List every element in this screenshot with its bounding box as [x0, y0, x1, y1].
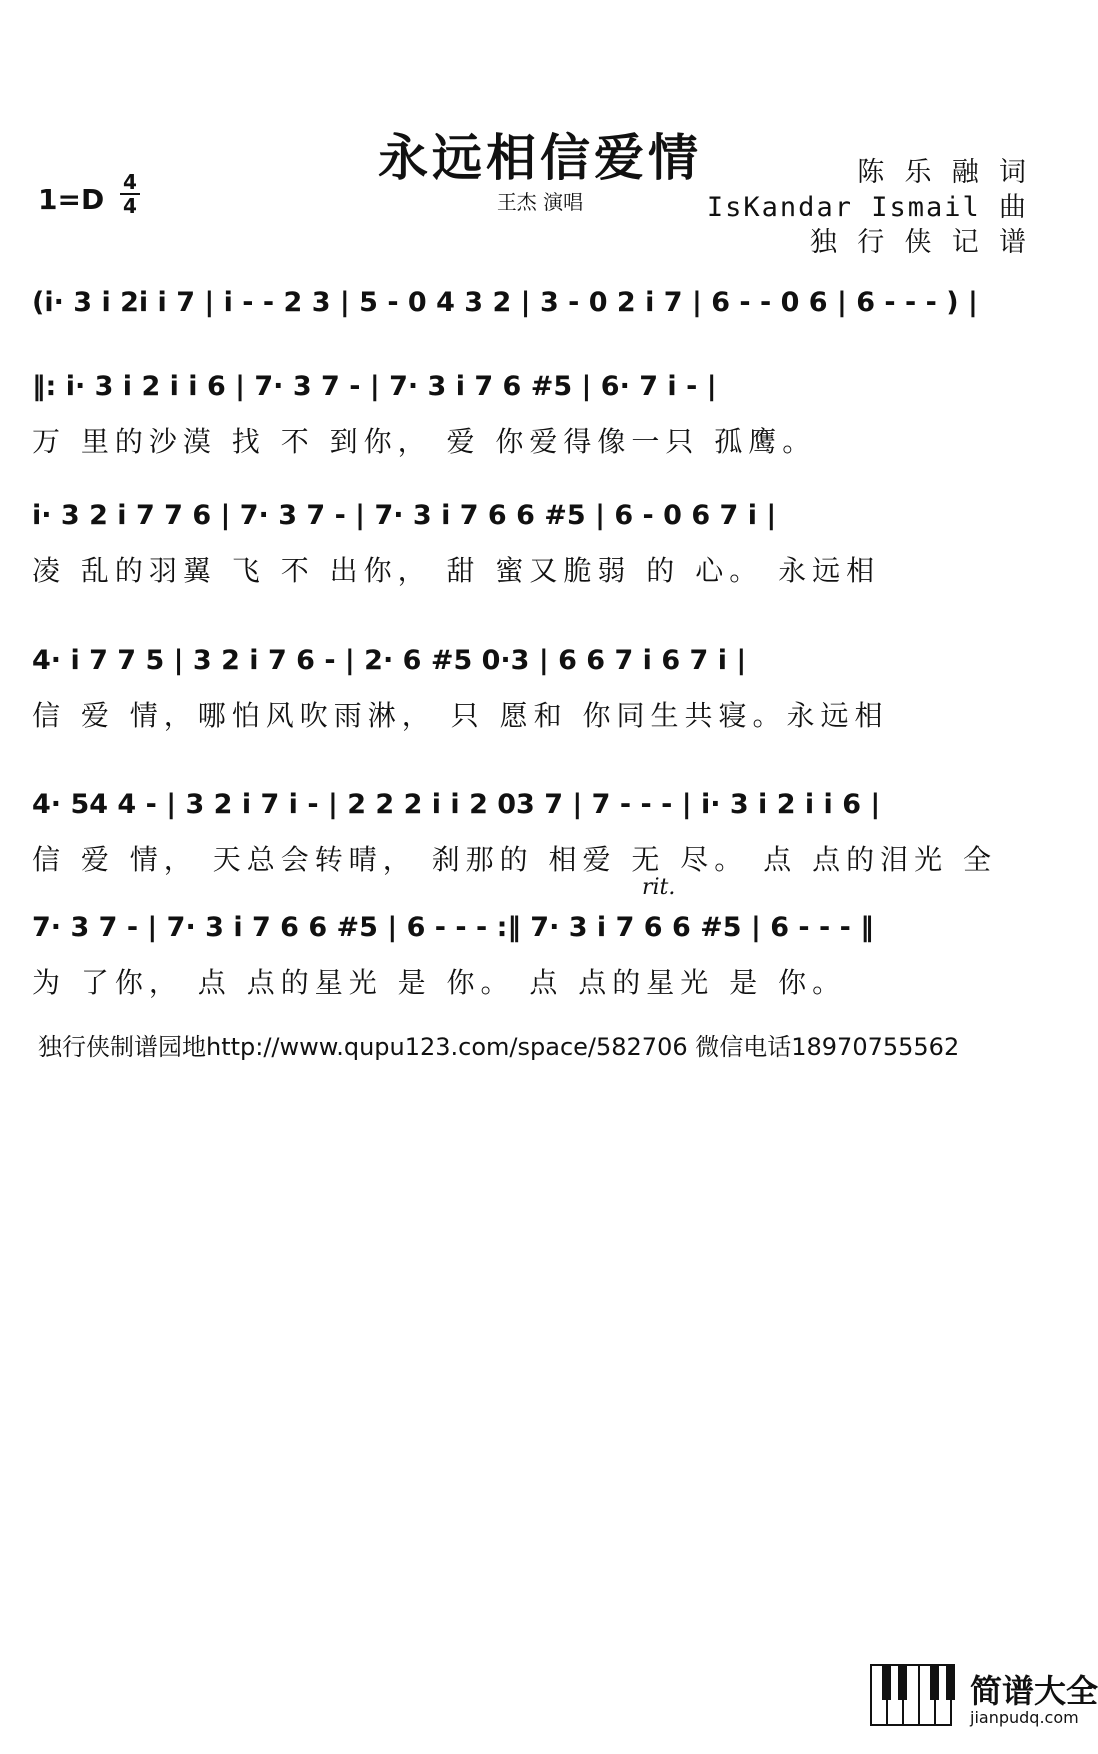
lyrics-row: 为 了你， 点 点的星光 是 你。 点 点的星光 是 你。: [32, 966, 847, 999]
rit-marking: rit.: [642, 875, 676, 900]
composer-credit: IsKandar Ismail 曲: [706, 192, 1028, 223]
site-logo: [870, 1664, 1098, 1736]
notes-row: i· 3 2 i 7 7 6 | 7· 3 7 - | 7· 3 i 7 6 6 #5 | 6 - 0 6 7 i |: [32, 499, 777, 531]
notes-row: (i· 3 i 2i i 7 | i - - 2 3 | 5 - 0 4 3 2 | 3 - 0 2 i 7 | 6 - - 0 6 | 6 - - - ) |: [32, 286, 978, 318]
lyrics-row: 信 爱 情，哪怕风吹雨淋， 只 愿和 你同生共寝。永远相: [32, 699, 889, 732]
key-signature: 1=D: [38, 183, 105, 216]
lyricist-credit: 陈 乐 融 词: [857, 157, 1028, 188]
transcriber-credit: 独 行 侠 记 谱: [809, 227, 1028, 258]
score-line-1: [32, 366, 1042, 466]
singer-credit: 王杰 演唱: [496, 190, 584, 214]
logo-name: 简谱大全: [970, 1672, 1098, 1710]
notes-row: 4· 54 4 - | 3 2 i 7 i - | 2 2 2 i i 2 03 7 | 7 - - - | i· 3 i 2 i i 6 |: [32, 788, 881, 820]
notes-row: 4· i 7 7 5 | 3 2 i 7 6 - | 2· 6 #5 0·3 | 6 6 7 i 6 7 i |: [32, 644, 747, 676]
notes-row: 7· 3 7 - | 7· 3 i 7 6 6 #5 | 6 - - - :‖ 7· 3 i 7 6 6 #5 | 6 - - - ‖: [32, 911, 874, 943]
score-line-2: [32, 495, 1042, 595]
page-title: 永远相信爱情: [378, 128, 702, 187]
lyrics-row: 万 里的沙漠 找 不 到你， 爱 你爱得像一只 孤鹰。: [32, 425, 817, 458]
notes-row: ‖: i· 3 i 2 i i 6 | 7· 3 7 - | 7· 3 i 7 6 #5 | 6· 7 i - |: [32, 370, 717, 402]
score-line-4: [32, 784, 1042, 884]
score-line-5: [32, 875, 1042, 1007]
footer-credit: 独行侠制谱园地http://www.qupu123.com/space/582706 微信电话18970755562: [38, 1033, 960, 1061]
time-signature-bottom: 4: [123, 194, 137, 218]
logo-url: jianpudq.com: [970, 1708, 1079, 1727]
lyrics-row: 信 爱 情， 天总会转晴， 刹那的 相爱 无 尽。 点 点的泪光 全: [32, 843, 998, 876]
score-line-3: [32, 640, 1042, 740]
lyrics-row: 凌 乱的羽翼 飞 不 出你， 甜 蜜又脆弱 的 心。 永远相: [32, 554, 881, 587]
time-signature-top: 4: [123, 170, 137, 194]
